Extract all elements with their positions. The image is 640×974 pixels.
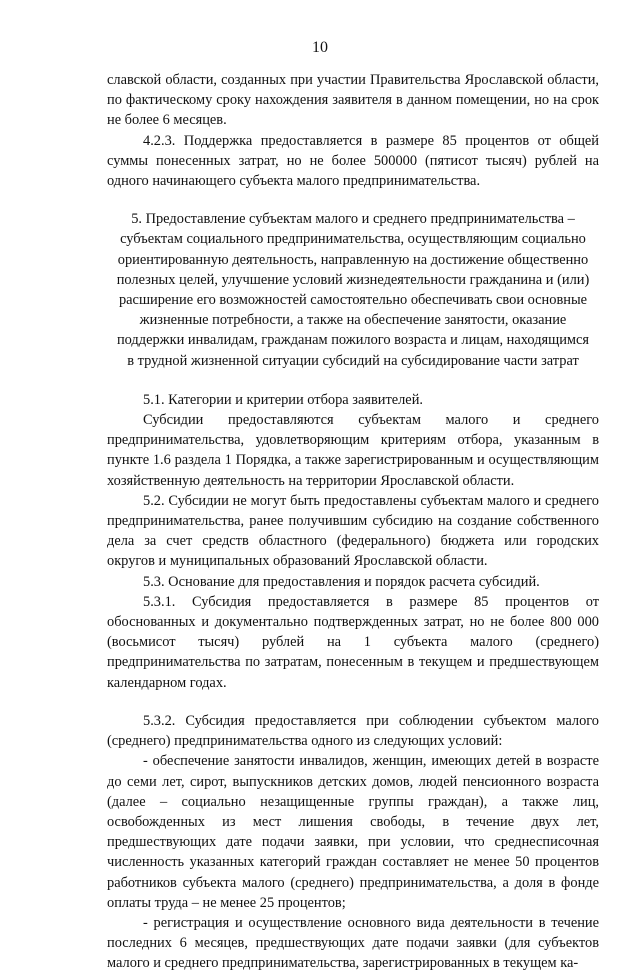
heading-line: жизненные потребности, а также на обеспечение занятости, оказание [139, 312, 567, 329]
heading-line: 5. Предоставление субъектам малого и среднего предпринимательства – [131, 211, 575, 228]
heading-line: ориентированную деятельность, направленную на достижение общественно [117, 251, 589, 268]
paragraph-5-3: 5.3. Основание для предоставления и порядок расчета субсидий. [143, 573, 540, 590]
heading-line: расширение его возможностей самостоятельно обеспечивать свои основные [118, 292, 588, 309]
page-number: 10 [312, 39, 328, 56]
heading-line: в трудной жизненной ситуации субсидий на субсидирование части затрат [127, 352, 579, 369]
paragraph-5-2: 5.2. Субсидии не могут быть предоставлены субъектам малого и среднего предпринимательства, ранее получившим субсидию на создание собственного дела за счет средств областного (федерального) бюджета или городских округов и муниципальных образований Ярославской области. [107, 492, 599, 570]
heading-line: поддержки инвалидам, гражданам пожилого возраста и лицам, находящимся [116, 332, 590, 349]
list-item-registration: - регистрация и осуществление основного вида деятельности в течение последних 6 месяцев, предшествующих дате подачи заявки (для субъектов малого и среднего предпринимательства, зарегистрированных в текущем ка- [107, 914, 599, 972]
paragraph-4-2-3: 4.2.3. Поддержка предоставляется в размере 85 процентов от общей суммы понесенных затрат, но не более 500000 (пятисот тысяч) рублей на одного начинающего субъекта малого предпринимательства. [107, 132, 599, 190]
document-body [107, 70, 599, 974]
heading-line: субъектам социального предпринимательства, осуществляющим социально [120, 231, 586, 248]
paragraph-5-1-text: Субсидии предоставляются субъектам малого и среднего предпринимательства, удовлетворяющим критериям отбора, указанным в пункте 1.6 раздела 1 Порядка, а также зарегистрированным и осуществляющим хозяйственную деятельность на территории Ярославской области. [107, 412, 599, 489]
paragraph-5-1: 5.1. Категории и критерии отбора заявителей. [143, 391, 423, 408]
section-5-heading [107, 209, 599, 371]
paragraph-continuation: славской области, созданных при участии Правительства Ярославской области, по фактическому сроку нахождения заявителя в данном помещении, но на срок не более 6 месяцев. [107, 72, 599, 129]
heading-line: полезных целей, улучшение условий жизнедеятельности гражданина и (или) [116, 271, 590, 288]
paragraph-5-3-1: 5.3.1. Субсидия предоставляется в размере 85 процентов от обоснованных и документально подтвержденных затрат, но не более 800 000 (восьмисот тысяч) рублей на 1 субъекта малого (среднего) предпринимательства по затратам, понесенным в текущем и предшествующем календарном годах. [107, 593, 599, 691]
list-item-employment: - обеспечение занятости инвалидов, женщин, имеющих детей в возрасте до семи лет, сирот, выпускников детских домов, людей пенсионного возраста (далее – социально незащищенные группы граждан), а также лиц, освобожденных из мест лишения свободы, в течение двух лет, предшествующих дате подачи заявки, при условии, что среднесписочная численность указанных категорий граждан составляет не менее 50 процентов работников субъекта малого (среднего) предпринимательства, а доля в фонде оплаты труда – не менее 25 процентов; [107, 753, 599, 911]
paragraph-5-3-2: 5.3.2. Субсидия предоставляется при соблюдении субъектом малого (среднего) предпринимательства одного из следующих условий: [107, 712, 599, 750]
